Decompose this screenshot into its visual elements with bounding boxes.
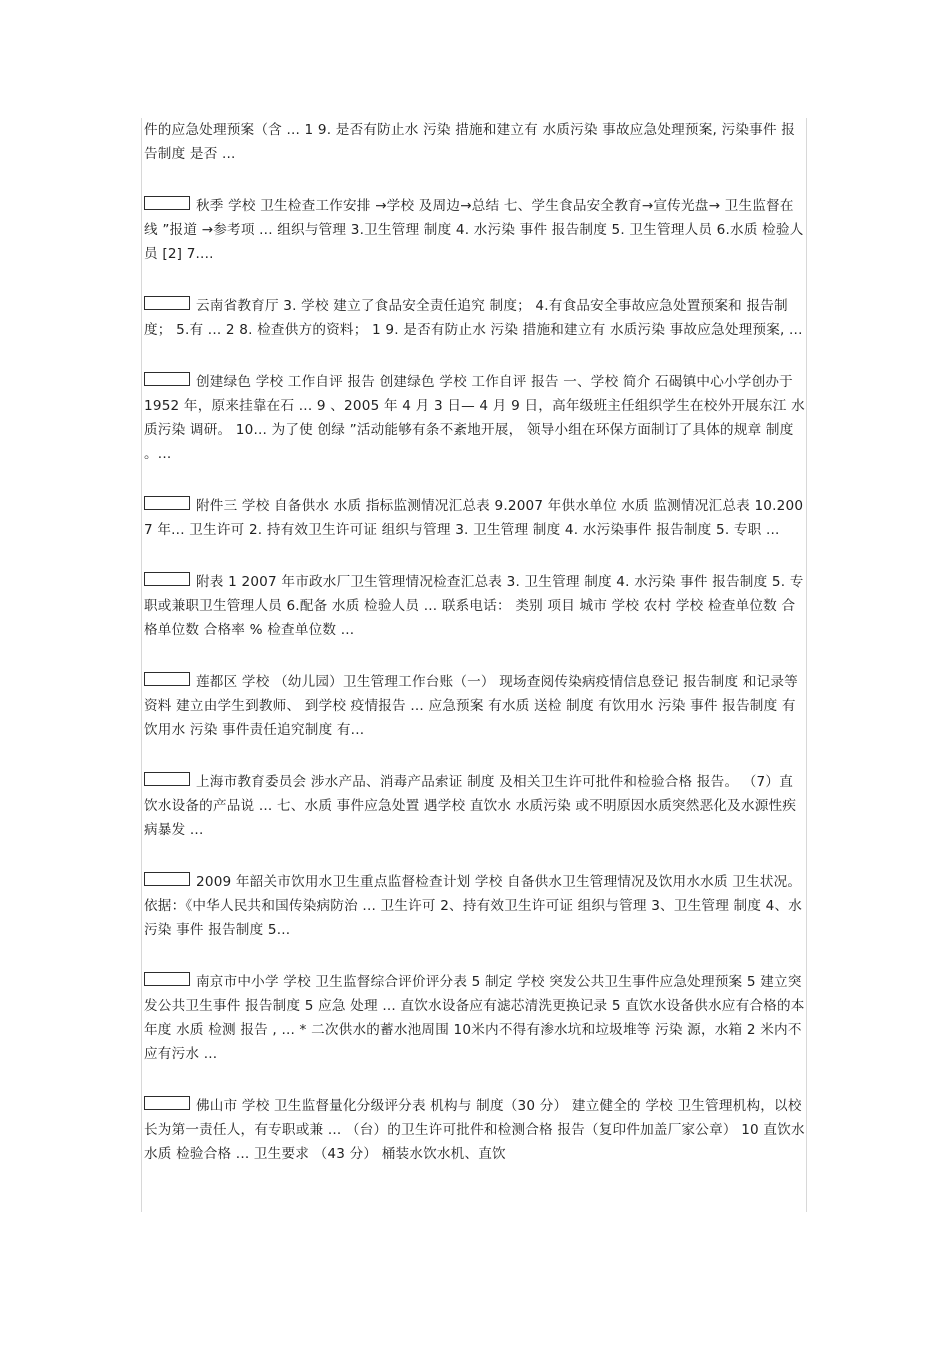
entry-text: 佛山市 学校 卫生监督量化分级评分表 机构与 制度（30 分） 建立健全的 学校 卫生管理机构，以校长为第一责任人，有专职或兼 ... （台）的卫生许可批件和检测合格 报告（复印件加盖厂家公章） 10 直饮水 水质 检验合格 ... 卫生要求 （43 分） 桶装水饮水机、直饮	[144, 1098, 805, 1162]
entry-text: 云南省教育厅 3. 学校 建立了食品安全责任追究 制度； 4.有食品安全事故应急处置预案和 报告制度； 5.有 ... 2 8. 检查供方的资料； 1 9. 是否有防止水 污染 措施和建立有 水质污染 事故应急处理预案, ...	[144, 298, 803, 338]
list-item[interactable]	[144, 1094, 806, 1166]
checkbox-icon	[144, 372, 190, 386]
right-margin-rule	[806, 118, 807, 1212]
entry-text: 莲都区 学校 （幼儿园）卫生管理工作台账（一） 现场查阅传染病疫情信息登记 报告制度 和记录等资料 建立由学生到教师、 到学校 疫情报告 ... 应急预案 有水质 送检 制度 有饮用水 污染 事件 报告制度 有饮用水 污染 事件责任追究制度 有...	[144, 674, 798, 738]
entry-text: 上海市教育委员会 涉水产品、消毒产品索证 制度 及相关卫生许可批件和检验合格 报告。 （7）直饮水设备的产品说 ... 七、水质 事件应急处置 遇学校 直饮水 水质污染 或不明原因水质突然恶化及水源性疾病暴发 ...	[144, 774, 797, 838]
list-item[interactable]	[144, 670, 806, 742]
document-content	[144, 118, 806, 1194]
list-item[interactable]	[144, 294, 806, 342]
checkbox-icon	[144, 496, 190, 510]
entry-text: 附表 1 2007 年市政水厂卫生管理情况检查汇总表 3. 卫生管理 制度 4. 水污染 事件 报告制度 5. 专职或兼职卫生管理人员 6.配备 水质 检验人员 ... 联系电话： 类别 项目 城市 学校 农村 学校 检查单位数 合格单位数 合格率 % 检查单位数 ...	[144, 574, 804, 638]
list-item[interactable]	[144, 970, 806, 1066]
entry-text: 南京市中小学 学校 卫生监督综合评价评分表 5 制定 学校 突发公共卫生事件应急处理预案 5 建立突发公共卫生事件 报告制度 5 应急 处理 ... 直饮水设备应有滤芯清洗更换记录 5 直饮水设备供水应有合格的本年度 水质 检测 报告 , ... * 二次供水的蓄水池周围 10米内不得有渗水坑和垃圾堆等 污染 源，水箱 2 米内不应有污水 ...	[144, 974, 805, 1062]
checkbox-icon	[144, 1096, 190, 1110]
left-margin-rule	[141, 118, 142, 1212]
checkbox-icon	[144, 872, 190, 886]
checkbox-icon	[144, 672, 190, 686]
list-item[interactable]	[144, 194, 806, 266]
checkbox-icon	[144, 572, 190, 586]
checkbox-icon	[144, 972, 190, 986]
list-item[interactable]	[144, 370, 806, 466]
checkbox-icon	[144, 772, 190, 786]
list-item[interactable]	[144, 494, 806, 542]
entry-text: 秋季 学校 卫生检查工作安排 →学校 及周边→总结 七、学生食品安全教育→宣传光盘→ 卫生监督在线 ”报道 →参考项 ... 组织与管理 3.卫生管理 制度 4. 水污染 事件 报告制度 5. 卫生管理人员 6.水质 检验人员 [2] 7....	[144, 198, 804, 262]
entry-text: 创建绿色 学校 工作自评 报告 创建绿色 学校 工作自评 报告 一、学校 简介 石碣镇中心小学创办于 1952 年，原来挂靠在石 ... 9 、2005 年 4 月 3 日— 4 月 9 日，高年级班主任组织学生在校外开展东江 水质污染 调研。 10... 为了使 创绿 ”活动能够有条不紊地开展， 领导小组在环保方面制订了具体的规章 制度 。...	[144, 374, 805, 462]
list-item[interactable]	[144, 770, 806, 842]
entry-text: 2009 年韶关市饮用水卫生重点监督检查计划 学校 自备供水卫生管理情况及饮用水水质 卫生状况。 依据：《中华人民共和国传染病防治 ... 卫生许可 2、持有效卫生许可证 组织与管理 3、卫生管理 制度 4、水污染 事件 报告制度 5...	[144, 874, 803, 938]
list-item[interactable]	[144, 570, 806, 642]
list-item[interactable]	[144, 870, 806, 942]
intro-paragraph: 件的应急处理预案（含 ... 1 9. 是否有防止水 污染 措施和建立有 水质污染 事故应急处理预案, 污染事件 报告制度 是否 ...	[144, 122, 796, 162]
checkbox-icon	[144, 296, 190, 310]
entry-text: 附件三 学校 自备供水 水质 指标监测情况汇总表 9.2007 年供水单位 水质 监测情况汇总表 10.2007 年... 卫生许可 2. 持有效卫生许可证 组织与管理 3. 卫生管理 制度 4. 水污染事件 报告制度 5. 专职 ...	[144, 498, 804, 538]
checkbox-icon	[144, 196, 190, 210]
